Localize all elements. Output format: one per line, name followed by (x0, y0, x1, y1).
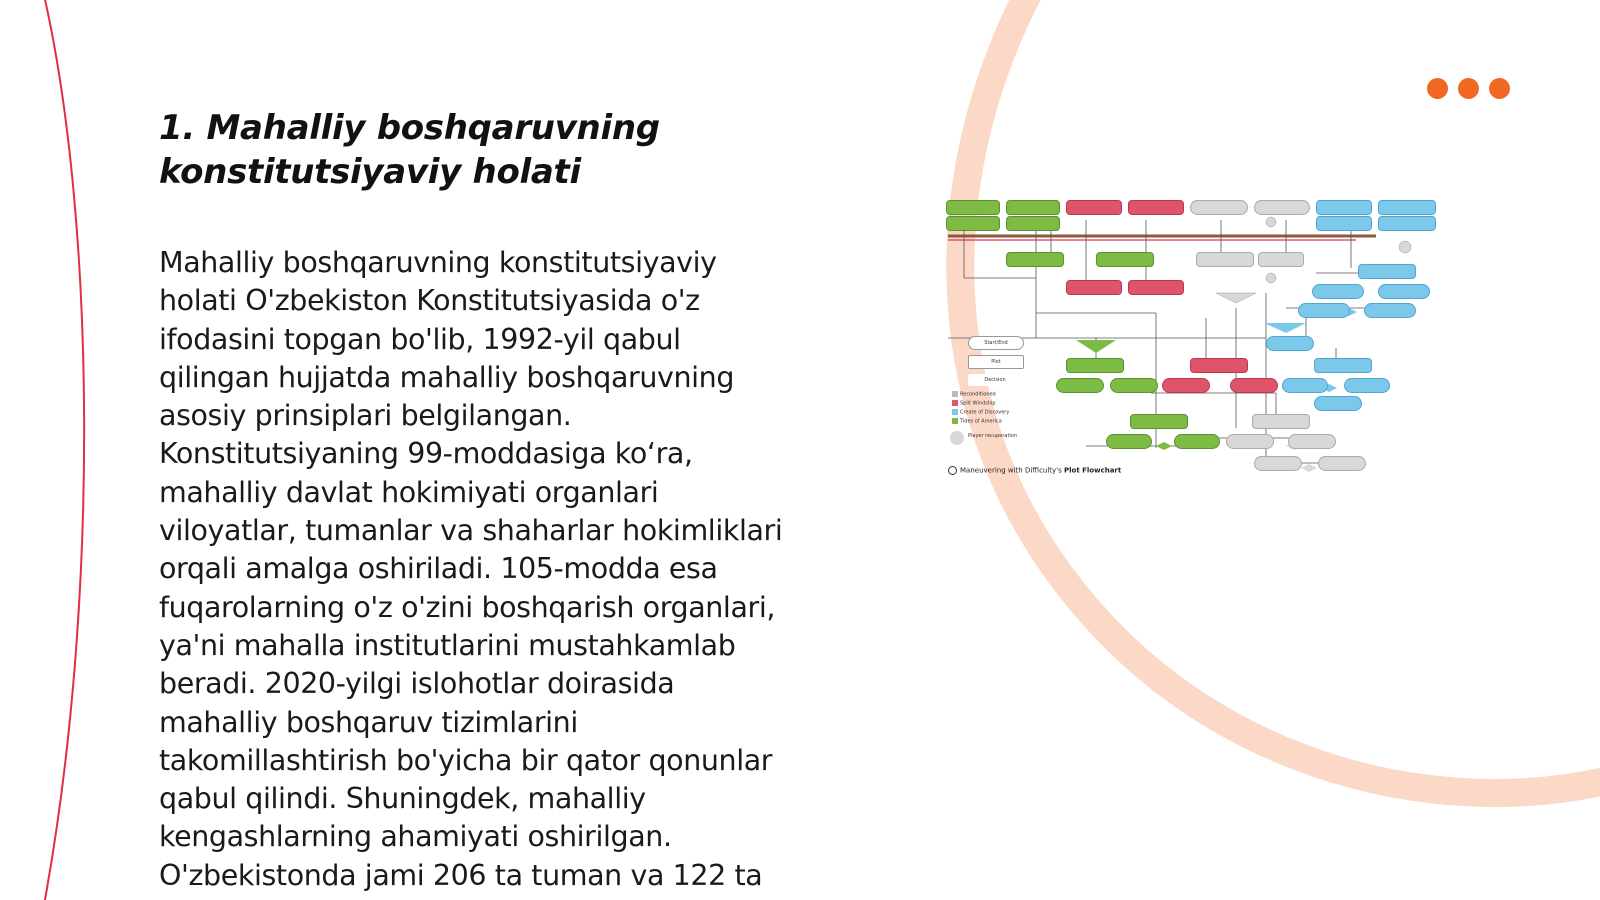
flowchart-node (1006, 216, 1060, 231)
orange-dot (1458, 78, 1479, 99)
caption-bold: Plot Flowchart (1064, 466, 1122, 475)
body-line: asosiy prinsiplari belgilangan. (159, 399, 572, 433)
flowchart-node (1254, 200, 1310, 215)
legend-player: Player recuperation (968, 433, 1018, 439)
flowchart-node (1258, 252, 1304, 267)
body-line: takomillashtirish bo'yicha bir qator qonunlar (159, 743, 773, 777)
title-line: konstitutsiyaviy holati (159, 152, 581, 192)
flowchart-node (1190, 200, 1248, 215)
flowchart-node (1318, 456, 1366, 471)
body-line: beradi. 2020-yilgi islohotlar doirasida (159, 667, 675, 701)
figure-caption (948, 466, 1121, 475)
orange-dot (1427, 78, 1448, 99)
left-red-line (44, 0, 84, 900)
flowchart-node (1056, 378, 1104, 393)
flowchart-node (1378, 216, 1436, 231)
flowchart-node (1162, 378, 1210, 393)
legend-item: Reconditioned (952, 391, 996, 399)
body-line: orqali amalga oshiriladi. 105-modda esa (159, 552, 718, 586)
flowchart-node (1226, 434, 1274, 449)
flowchart-legend (950, 331, 1040, 451)
flowchart-node (1358, 264, 1416, 279)
orange-dot (1489, 78, 1510, 99)
flowchart-node (1066, 280, 1122, 295)
body-paragraph (159, 244, 859, 895)
flowchart-node (1364, 303, 1416, 318)
body-line: ifodasini topgan bo'lib, 1992-yil qabul (159, 322, 681, 356)
plot-flowchart-figure (946, 198, 1456, 484)
body-line: kengashlarning ahamiyati oshirilgan. (159, 820, 672, 854)
flowchart-node (1344, 378, 1390, 393)
body-line: ya'ni mahalla institutlarini mustahkamlab (159, 628, 736, 662)
flowchart-node (1096, 252, 1154, 267)
flowchart-node (1128, 280, 1184, 295)
flowchart-node (1230, 378, 1278, 393)
legend-plot: Plot (968, 355, 1024, 369)
slide-title (159, 106, 859, 194)
title-line: 1. Mahalliy boshqaruvning (159, 108, 660, 148)
flowchart-node (1298, 303, 1350, 318)
legend-item: Create of Discovery (952, 409, 1009, 417)
slide-decoration-dots (1424, 78, 1514, 102)
flowchart-node (1312, 284, 1364, 299)
flowchart-node (1196, 252, 1254, 267)
flowchart-node (1282, 378, 1328, 393)
body-line: fuqarolarning o'z o'zini boshqarish organlari, (159, 590, 776, 624)
flowchart-node (1316, 200, 1372, 215)
legend-start-end: Start/End (968, 336, 1024, 350)
body-line: mahalliy boshqaruv tizimlarini (159, 705, 578, 739)
body-line: viloyatlar, tumanlar va shaharlar hokimliklari (159, 514, 783, 548)
flowchart-node (1254, 456, 1302, 471)
flowchart-node (1006, 252, 1064, 267)
caption-prefix: Maneuvering with Difficulty's (960, 466, 1062, 475)
flowchart-node (1174, 434, 1220, 449)
flowchart-node (1378, 200, 1436, 215)
body-line: qabul qilindi. Shuningdek, mahalliy (159, 782, 646, 816)
flowchart-node (1314, 396, 1362, 411)
flowchart-node (1252, 414, 1310, 429)
flowchart-node (1288, 434, 1336, 449)
pen-icon (948, 466, 957, 475)
flowchart-node (1266, 336, 1314, 351)
body-line: Mahalliy boshqaruvning konstitutsiyaviy (159, 246, 717, 279)
body-line: O'zbekistonda jami 206 ta tuman va 122 ta (159, 858, 763, 892)
body-line: Konstitutsiyaning 99-moddasiga ko‘ra, (159, 437, 693, 471)
flowchart-node (1066, 358, 1124, 373)
flowchart-node (1190, 358, 1248, 373)
body-line: holati O'zbekiston Konstitutsiyasida o'z (159, 284, 700, 318)
legend-item: Tides of America (952, 418, 1002, 426)
body-line: qilingan hujjatda mahalliy boshqaruvning (159, 360, 735, 394)
flowchart-node (946, 200, 1000, 215)
flowchart-node (1378, 284, 1430, 299)
flowchart-node (1110, 378, 1158, 393)
flowchart-node (1128, 200, 1184, 215)
flowchart-node (1314, 358, 1372, 373)
body-line: mahalliy davlat hokimiyati organlari (159, 475, 659, 509)
flowchart-node (1106, 434, 1152, 449)
legend-item: Split Windship (952, 400, 996, 408)
flowchart-node (1130, 414, 1188, 429)
flowchart-node (1316, 216, 1372, 231)
flowchart-node (1006, 200, 1060, 215)
legend-decision: Decision (968, 374, 1022, 386)
flowchart-node (946, 216, 1000, 231)
flowchart-node (1066, 200, 1122, 215)
